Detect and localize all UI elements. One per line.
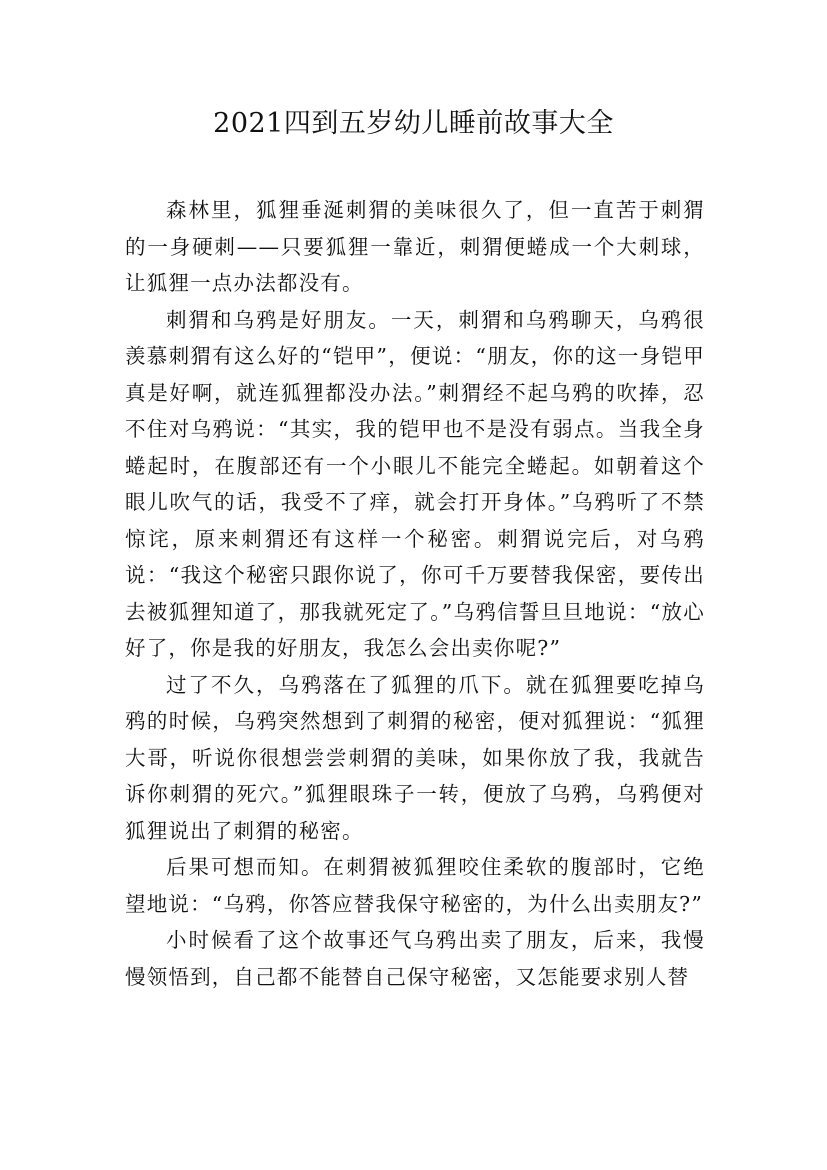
document-body [125,192,705,995]
document-title: 2021四到五岁幼儿睡前故事大全 [213,108,614,139]
paragraph: 刺猬和乌鸦是好朋友。一天，刺猬和乌鸦聊天，乌鸦很羡慕刺猬有这么好的“铠甲”，便说：“朋友，你的这一身铠甲真是好啊，就连狐狸都没办法。”刺猬经不起乌鸦的吹捧，忍不住对乌鸦说：“其实，我的铠甲也不是没有弱点。当我全身蜷起时，在腹部还有一个小眼儿不能完全蜷起。如朝着这个眼儿吹气的话，我受不了痒，就会打开身体。”乌鸦听了不禁惊诧，原来刺猬还有这样一个秘密。刺猬说完后，对乌鸦说：“我这个秘密只跟你说了，你可千万要替我保密，要传出去被狐狸知道了，那我就死定了。”乌鸦信誓旦旦地说：“放心好了，你是我的好朋友，我怎么会出卖你呢?” [125,307,705,660]
paragraph: 森林里，狐狸垂涎刺猬的美味很久了，但一直苦于刺猬的一身硬刺——只要狐狸一靠近，刺猬便蜷成一个大刺球，让狐狸一点办法都没有。 [125,198,705,295]
paragraph: 后果可想而知。在刺猬被狐狸咬住柔软的腹部时，它绝望地说：“乌鸦，你答应替我保守秘密的，为什么出卖朋友?” [125,855,705,916]
paragraph: 小时候看了这个故事还气乌鸦出卖了朋友，后来，我慢慢领悟到，自己都不能替自己保守秘密，又怎能要求别人替 [125,928,705,989]
paragraph: 过了不久，乌鸦落在了狐狸的爪下。就在狐狸要吃掉乌鸦的时候，乌鸦突然想到了刺猬的秘密，便对狐狸说：“狐狸大哥，听说你很想尝尝刺猬的美味，如果你放了我，我就告诉你刺猬的死穴。”狐狸眼珠子一转，便放了乌鸦，乌鸦便对狐狸说出了刺猬的秘密。 [125,672,705,843]
